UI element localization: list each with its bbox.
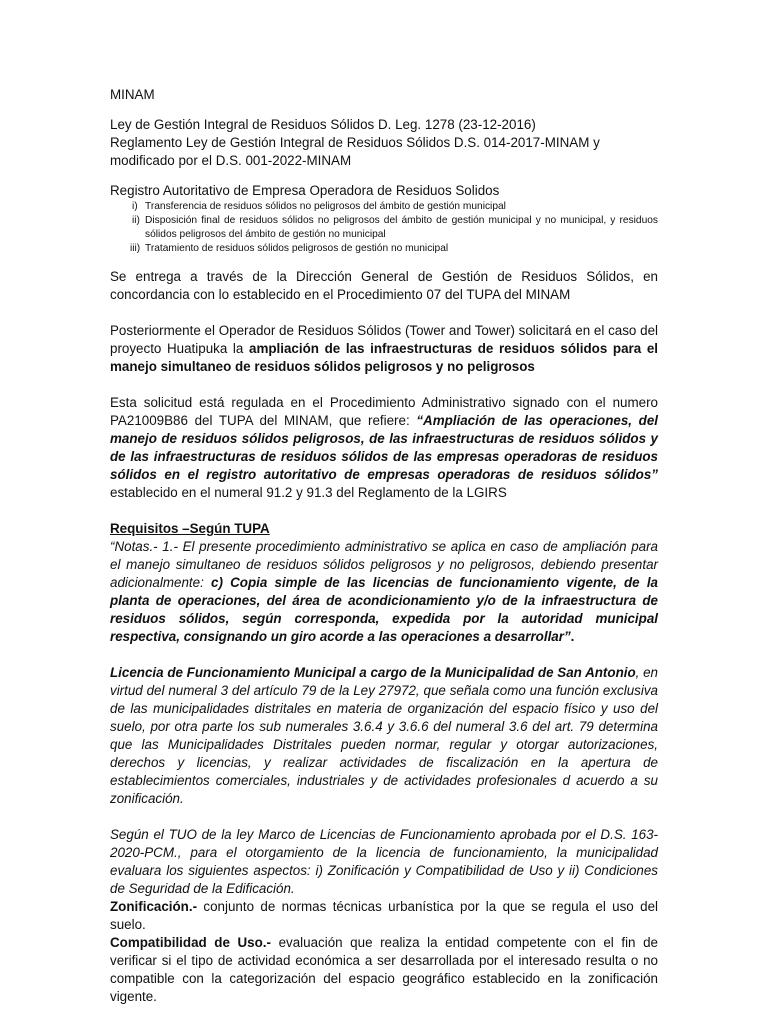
notas-bold: c) Copia simple de las licencias de funcionamiento vigente, de la planta de operaciones, del área de acondicionamiento y/o de la infraestructura de residuos sólidos, según corresponda, expedida por la autoridad municipal respectiva, consignando un giro acorde a las operaciones a desarrollar” [110, 575, 658, 644]
posterior-paragraph [110, 322, 658, 376]
reglamento-line: Reglamento Ley de Gestión Integral de Residuos Sólidos D.S. 014-2017-MINAM y modificado por el D.S. 001-2022-MINAM [110, 135, 600, 168]
list-item-number: ii) [132, 215, 140, 226]
law-line: Ley de Gestión Integral de Residuos Sólidos D. Leg. 1278 (23-12-2016) [110, 117, 536, 132]
list-item-text: Disposición final de residuos sólidos no peligrosos del ámbito de gestión municipal y no municipal, y residuos sólidos peligrosos del ámbito de gestión no municipal [145, 215, 658, 240]
notas-italic: “Notas.- 1.- El presente procedimiento administrativo se aplica en caso de ampliación para el manejo simultaneo de residuos sólidos peligrosos y no peligrosos, debiendo presentar adicionalmente: [110, 539, 658, 590]
list-item [110, 200, 658, 214]
entrega-paragraph: Se entrega a través de la Dirección General de Gestión de Residuos Sólidos, en concordancia con lo establecido en el Procedimiento 07 del TUPA del MINAM [110, 269, 658, 302]
compatibilidad-label: Compatibilidad de Uso.- [110, 935, 271, 950]
zonificacion-label: Zonificación.- [110, 899, 198, 914]
document-body [110, 86, 658, 1006]
notas-end: . [570, 629, 575, 644]
solicitud-text: Esta solicitud está regulada en el Procedimiento Administrativo signado con el numero PA21009B86 del TUPA del MINAM, que refiere: [110, 395, 658, 428]
requisitos-heading: Requisitos –Según TUPA [110, 521, 270, 536]
solicitud-tail: establecido en el numeral 91.2 y 91.3 del Reglamento de la LGIRS [110, 485, 507, 500]
list-item-text: Transferencia de residuos sólidos no peligrosos del ámbito de gestión municipal [145, 201, 506, 212]
notas-paragraph [110, 538, 658, 646]
posterior-bold: ampliación de las infraestructuras de residuos sólidos para el manejo simultaneo de residuos sólidos peligrosos y no peligrosos [110, 341, 658, 374]
compatibilidad-paragraph [110, 934, 658, 1006]
solicitud-quote: “Ampliación de las operaciones, del manejo de residuos sólidos peligrosos, de las infraestructuras de residuos sólidos y de las infraestructuras de residuos sólidos de las empresas operadoras de residuos sólidos en el registro autoritativo de empresas operadoras de residuos sólidos” [110, 413, 658, 482]
tuo-paragraph: Según el TUO de la ley Marco de Licencias de Funcionamiento aprobada por el D.S. 163-2020-PCM., para el otorgamiento de la licencia de funcionamiento, la municipalidad evaluara los siguientes aspectos: i) Zonificación y Compatibilidad de Uso y ii) Condiciones de Seguridad de la Edificación. [110, 827, 658, 896]
list-item-number: iii) [130, 243, 141, 254]
compatibilidad-text: evaluación que realiza la entidad competente con el fin de verificar si el tipo de actividad económica a ser desarrollada por el interesado resulta o no compatible con la categorización del espacio geográfico establecido en la zonificación vigente. [110, 935, 658, 1004]
registro-title: Registro Autoritativo de Empresa Operadora de Residuos Solidos [110, 183, 500, 198]
doc-heading: MINAM [110, 87, 155, 102]
solicitud-paragraph [110, 394, 658, 502]
licencia-bold: Licencia de Funcionamiento Municipal a cargo de la Municipalidad de San Antonio [110, 665, 636, 680]
list-item-text: Tratamiento de residuos sólidos peligrosos de gestión no municipal [145, 243, 449, 254]
list-item [110, 214, 658, 242]
posterior-text: Posteriormente el Operador de Residuos Sólidos (Tower and Tower) solicitará en el caso del proyecto Huatipuka la [110, 323, 658, 356]
zonificacion-paragraph [110, 898, 658, 934]
registro-list [110, 200, 658, 256]
zonificacion-text: conjunto de normas técnicas urbanística por la que se regula el uso del suelo. [110, 899, 658, 932]
list-item [110, 242, 658, 256]
list-item-number: i) [132, 201, 138, 212]
licencia-paragraph [110, 664, 658, 808]
licencia-italic: , en virtud del numeral 3 del artículo 79 de la Ley 27972, que señala como una función exclusiva de las municipalidades distritales en materia de organización del espacio físico y uso del suelo, por otra parte los sub numerales 3.6.4 y 3.6.6 del numeral 3.6 del art. 79 determina que las Municipalidades Distritales pueden normar, regular y otorgar autorizaciones, derechos y licencias, y realizar actividades de fiscalización en la apertura de establecimientos comerciales, industriales y de actividades profesionales d acuerdo a su zonificación. [110, 665, 659, 806]
